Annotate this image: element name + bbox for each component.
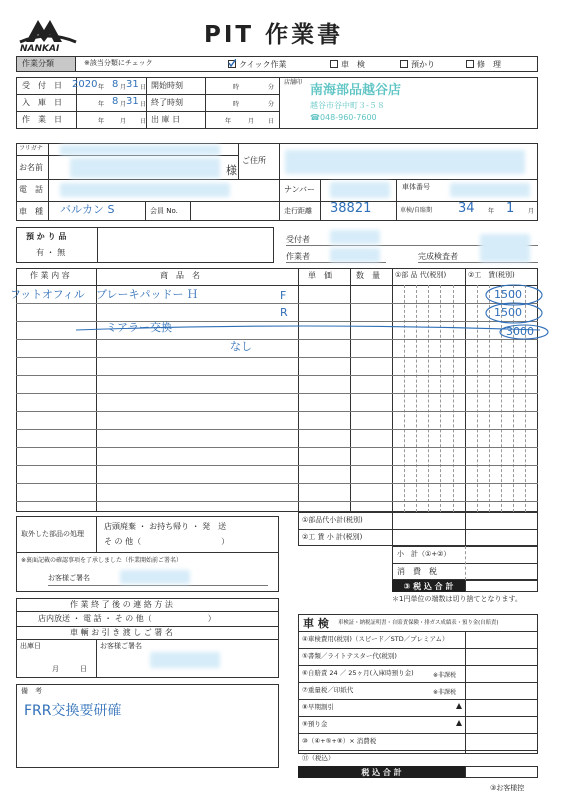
remarks-label: 備 考 xyxy=(21,687,42,695)
day-unit: 日 xyxy=(268,118,275,125)
member-no-label: 会員 No. xyxy=(150,207,178,215)
entry-date-label: 入 庫 日 xyxy=(22,98,62,107)
subtotal-label: 小 計（①+②） xyxy=(397,550,451,558)
check-quick[interactable]: クイック作業 xyxy=(228,60,286,69)
col-work: 作 業 内 容 xyxy=(30,271,70,280)
month-unit: 月 xyxy=(120,101,127,108)
year-unit: 年 xyxy=(98,101,105,108)
distance-label: 走行距離 xyxy=(284,207,312,215)
receiver-label: 受付者 xyxy=(286,235,310,244)
table-row-line xyxy=(16,429,538,430)
hw-line2: ミアラー交換 xyxy=(106,321,172,334)
hw-line1-f: F xyxy=(280,289,287,302)
redacted-disposal-signature xyxy=(120,570,190,584)
rounding-note: ＊1円単位の端数は切り捨てとなります。 xyxy=(392,595,522,603)
table-row-line xyxy=(16,447,538,448)
shaken-row-line xyxy=(298,682,538,683)
exit-date-label: 出 庫 日 xyxy=(151,115,181,124)
hw-receipt-year: 2020 xyxy=(72,79,98,90)
col-quantity: 数 量 xyxy=(356,271,380,280)
hw-line3: なし xyxy=(230,340,252,353)
year-unit: 年 xyxy=(488,208,495,215)
shaken-item: ⑨預り金 xyxy=(302,720,328,728)
end-time-label: 終了時刻 xyxy=(151,98,183,107)
labor-subtotal-label: ②工 賃 小 計(税別) xyxy=(302,533,363,541)
furigana-label: フリガナ xyxy=(19,145,43,152)
inspector-label: 完成検査者 xyxy=(418,252,458,261)
check-azukari[interactable]: 預かり xyxy=(400,60,435,69)
work-date-label: 作 業 日 xyxy=(22,115,62,124)
store-stamp-label: 店舗印 xyxy=(284,79,303,86)
hw-line1-r: R xyxy=(280,306,288,319)
receipt-date-label: 受 付 日 xyxy=(22,81,62,90)
shaken-row-line xyxy=(298,733,538,734)
chassis-label: 車体番号 xyxy=(402,183,430,191)
shaken-item: ⑦重量税／印紙代 xyxy=(302,686,354,694)
table-row-line xyxy=(16,483,538,484)
brand-name: NANKAI xyxy=(20,44,60,54)
hw-entry-month: 8 xyxy=(112,96,119,107)
month-unit: 月 xyxy=(248,118,255,125)
shaken-item: ⑪（税込） xyxy=(302,754,335,762)
minute-unit: 分 xyxy=(268,101,275,108)
month-unit: 月 xyxy=(120,84,127,91)
hw-entry-day: 31 xyxy=(126,96,139,107)
shaken-row-line xyxy=(298,665,538,666)
redacted-handover-signature xyxy=(150,652,220,668)
col-unit-price: 単 価 xyxy=(308,271,332,280)
year-unit: 年 xyxy=(98,84,105,91)
month-unit: 月 xyxy=(52,665,59,673)
worker-label: 作業者 xyxy=(286,252,310,261)
hw-vehicle: バルカン S xyxy=(60,203,115,216)
shaken-item: ⑩（④+⑤+⑧）× 消費税 xyxy=(302,737,377,745)
col-labor: ②工 賃(税別) xyxy=(468,271,515,279)
customer-copy-label: ③お客様控 xyxy=(490,784,525,792)
number-label: ナンバー xyxy=(284,185,316,194)
deposit-options: 有 ・ 無 xyxy=(36,248,66,257)
table-row-line xyxy=(16,375,538,376)
hw-inspect-year: 34 xyxy=(458,201,475,216)
shaken-item: ⑤書類／ライトテスター代(税別) xyxy=(302,652,397,660)
shaken-total-label: 税 込 合 計 xyxy=(298,766,465,778)
vehicle-type-label: 車 種 xyxy=(19,207,43,216)
disposal-label: 取外した部品の処理 xyxy=(21,530,84,538)
hikazei-note-2: ※非課税 xyxy=(433,689,457,696)
shaken-row-line xyxy=(298,716,538,717)
col-product: 商 品 名 xyxy=(160,271,200,280)
col-parts: ①部 品 代(税別) xyxy=(395,271,447,279)
month-unit: 月 xyxy=(120,118,127,125)
table-row-line xyxy=(16,501,538,502)
hour-unit: 時 xyxy=(233,84,240,91)
shaken-subtitle: 車検証・納税証明書・自賠責保険・排ガス成績表・預り金(自賠責) xyxy=(338,620,499,626)
category-label: 作業分類 xyxy=(22,59,54,68)
triangle-icon xyxy=(456,720,462,726)
store-stamp-name: 南海部品越谷店 xyxy=(310,83,402,98)
shaken-item: ⑥自賠責 24 ／ 25ヶ月(入庫時預り金) xyxy=(302,669,414,677)
check-shuri[interactable]: 修 理 xyxy=(466,60,501,69)
sama-label: 様 xyxy=(226,164,237,177)
deposit-label: 預 か り 品 xyxy=(26,232,67,241)
shaken-item: ④車検費用(税別)（スピード／STD／プレミアム） xyxy=(302,635,449,643)
phone-label: 電 話 xyxy=(19,185,43,194)
shaken-row-line xyxy=(298,699,538,700)
hw-price3: 3000 xyxy=(506,325,534,338)
address-label: ご住所 xyxy=(242,156,266,165)
hw-remarks: FRR交換要研確 xyxy=(24,703,122,719)
hw-receipt-month: 8 xyxy=(112,79,119,90)
contact-label: 作 業 終 了 後 の 連 絡 方 法 xyxy=(70,600,173,609)
hw-inspect-month: 1 xyxy=(506,201,515,216)
confirm-note: ※裏面記載の確認事項を了承しました（作業開始前ご署名） xyxy=(21,557,183,564)
disposal-other: そ の 他（ ） xyxy=(104,537,230,546)
handover-label: 車 輌 お 引 き 渡 し ご 署 名 xyxy=(70,628,173,637)
hikazei-note-1: ※非課税 xyxy=(433,672,457,679)
minute-unit: 分 xyxy=(268,84,275,91)
start-time-label: 開始時刻 xyxy=(151,81,183,90)
disposal-options: 店頭廃棄 ・ お持ち帰り ・ 発 送 xyxy=(104,522,227,531)
day-unit: 日 xyxy=(140,84,147,91)
hw-line1-product: ブレーキパッドー Ｈ xyxy=(96,288,199,301)
hw-line1-work: フットオフィル xyxy=(10,288,85,301)
total-label: ③ 税 込 合 計 xyxy=(392,580,465,592)
hour-unit: 時 xyxy=(233,101,240,108)
shaken-row-line xyxy=(298,750,538,751)
exit-date-field-label: 出庫日 xyxy=(20,642,41,650)
shaken-row-line xyxy=(298,648,538,649)
year-unit: 年 xyxy=(225,118,232,125)
contact-options: 店内放送 ・ 電 話 ・ そ の 他（ ） xyxy=(38,614,216,623)
triangle-icon xyxy=(456,703,462,709)
hw-price1: 1500 xyxy=(494,288,522,301)
inspection-label: 車検/自賠期 xyxy=(400,207,433,214)
table-row-line xyxy=(16,393,538,394)
page-title: PIT 作業書 xyxy=(204,22,344,48)
remarks-box xyxy=(16,684,279,768)
tax-label: 消 費 税 xyxy=(397,567,437,576)
shaken-title: 車 検 xyxy=(303,617,329,630)
parts-subtotal-label: ①部品代小計(税別) xyxy=(302,516,363,524)
table-row-line xyxy=(16,411,538,412)
shaken-row-line xyxy=(298,631,538,632)
hw-distance: 38821 xyxy=(330,201,372,216)
day-unit: 日 xyxy=(140,118,147,125)
store-stamp-address: 越谷市谷中町３-５８ xyxy=(310,101,385,110)
check-shaken[interactable]: 車 検 xyxy=(330,60,365,69)
hw-circles-icon xyxy=(0,0,566,360)
disposal-signature-label: お客様ご署名 xyxy=(48,574,90,582)
day-unit: 日 xyxy=(140,101,147,108)
table-row-line xyxy=(16,465,538,466)
year-unit: 年 xyxy=(98,118,105,125)
category-note: ※該当分類にチェック xyxy=(84,59,153,67)
store-stamp-tel: ☎048-960-7600 xyxy=(310,113,377,122)
shaken-item: ⑧早期割引 xyxy=(302,703,334,711)
month-unit: 月 xyxy=(528,208,535,215)
handover-signature-label: お客様ご署名 xyxy=(100,642,142,650)
hw-receipt-day: 31 xyxy=(126,79,139,90)
name-label: お名前 xyxy=(19,163,43,172)
day-unit: 日 xyxy=(80,665,87,673)
hw-price2: 1500 xyxy=(494,306,522,319)
